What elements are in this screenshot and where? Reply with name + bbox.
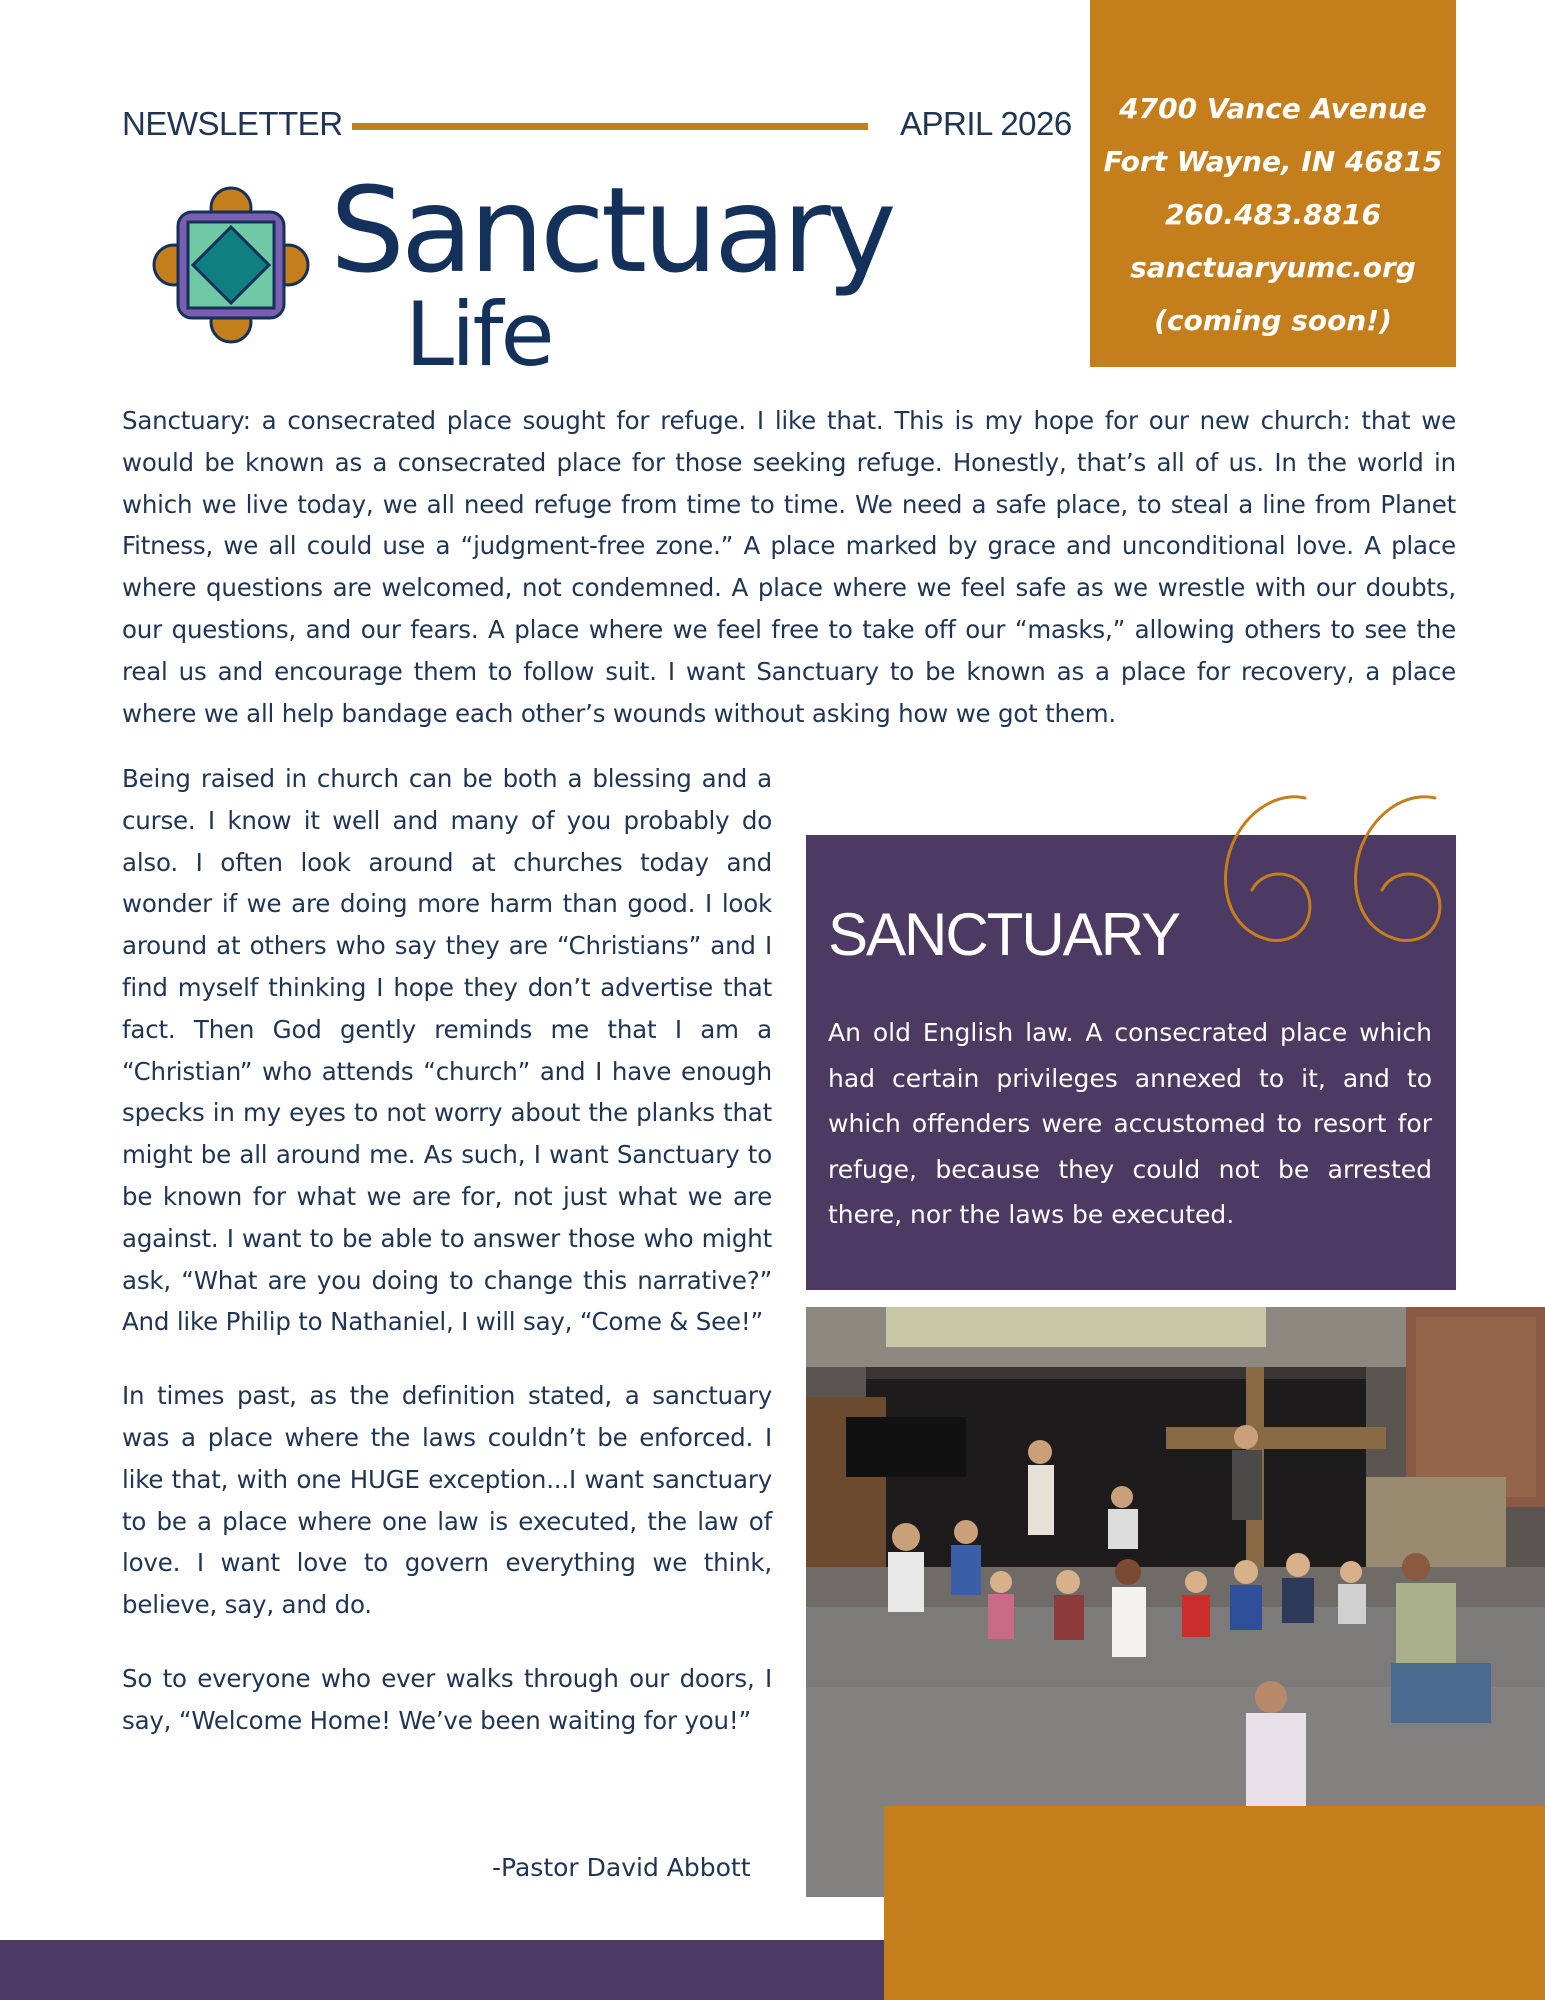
purple-footer-bar	[0, 1940, 884, 2000]
website-note: (coming soon!)	[1154, 304, 1392, 337]
contact-panel	[1090, 0, 1456, 367]
article-column	[122, 758, 772, 1774]
church-logo-icon	[150, 184, 312, 346]
article-paragraph-1: Being raised in church can be both a blessing and a curse. I know it well and many of you probably do also. I often look around at churches today and wonder if we are doing more harm than good. I look around at others who say they are “Christians” and I find myself thinking I hope they don’t advertise that fact. Then God gently reminds me that I am a “Christian” who attends “church” and I have enough specks in my eyes to not worry about the planks that might be all around me. As such, I want Sanctuary to be known for what we are for, not just what we are against. I want to be able to answer those who might ask, “What are you doing to change this narrative?” And like Philip to Nathaniel, I will say, “Come & See!”	[122, 764, 772, 1337]
article-paragraph-2: In times past, as the definition stated, a sanctuary was a place where the laws couldn’t be enforced. I like that, with one HUGE exception...I want sanctuary to be a place where one law is executed, the law of love. I want love to govern everything we think, believe, say, and do.	[122, 1381, 772, 1620]
signature: -Pastor David Abbott	[492, 1853, 751, 1882]
intro-paragraph: Sanctuary: a consecrated place sought for refuge. I like that. This is my hope for our new church: that we would be known as a consecrated place for those seeking refuge. Honestly, that’s all of us. In the world in which we live today, we all need refuge from time to time. We need a safe place, to steal a line from Planet Fitness, we all could use a “judgment-free zone.” A place marked by grace and unconditional love. A place where questions are welcomed, not condemned. A place where we feel safe as we wrestle with our doubts, our questions, and our fears. A place where we feel free to take off our “masks,” allowing others to see the real us and encourage them to follow suit. I want Sanctuary to be known as a place for recovery, a place where we all help bandage each other’s wounds without asking how we got them.	[122, 406, 1456, 728]
newsletter-label: NEWSLETTER	[122, 105, 343, 142]
definition-title: SANCTUARY	[828, 901, 1179, 968]
masthead-subtitle: Life	[405, 283, 552, 386]
issue-date: APRIL 2026	[900, 105, 1072, 142]
header-rule	[352, 123, 868, 130]
city-line: Fort Wayne, IN 46815	[1103, 145, 1443, 178]
address-line: 4700 Vance Avenue	[1119, 92, 1427, 125]
phone-line: 260.483.8816	[1164, 198, 1382, 231]
website-link[interactable]: sanctuaryumc.org	[1130, 251, 1416, 284]
masthead-title: Sanctuary	[330, 161, 893, 299]
orange-accent-block	[884, 1806, 1545, 2000]
article-paragraph-3: So to everyone who ever walks through our doors, I say, “Welcome Home! We’ve been waiting for you!”	[122, 1663, 772, 1735]
definition-text: An old English law. A consecrated place which had certain privileges annexed to it, and to which offenders were accustomed to resort for refuge, because they could not be arrested there, nor the laws be executed.	[828, 1018, 1432, 1229]
quote-mark-icon	[1210, 790, 1450, 950]
